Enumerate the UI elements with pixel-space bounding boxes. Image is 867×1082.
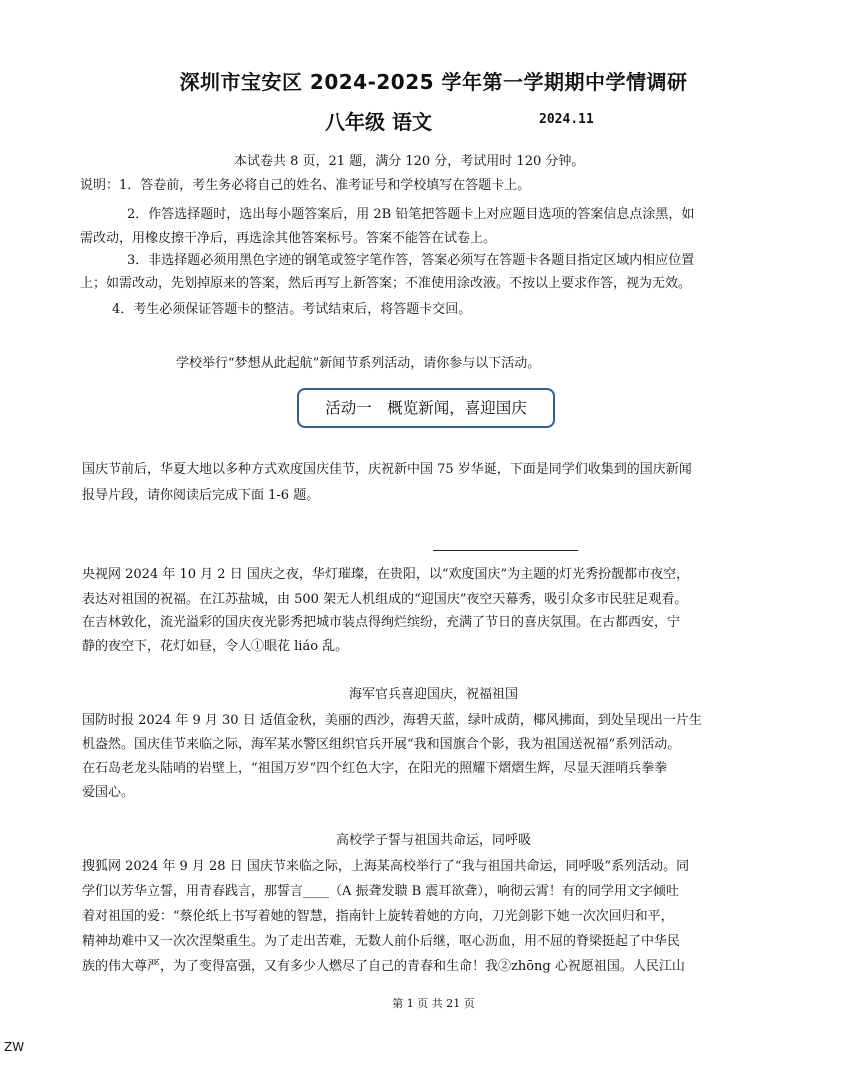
news2-line-1: 国防时报 2024 年 9 月 30 日 适值金秋，美丽的西沙，海碧天蓝，绿叶成荫，椰风拂面，到处呈现出一片生 [82, 713, 702, 728]
exam-title: 深圳市宝安区 2024-2025 学年第一学期期中学情调研 [179, 70, 688, 94]
note-4: 4．考生必须保证答题卡的整洁。考试结束后，将答题卡交回。 [112, 302, 472, 317]
lead-line-2: 报导片段，请你阅读后完成下面 1-6 题。 [82, 488, 320, 503]
activity-intro: 学校举行“梦想从此起航”新闻节系列活动，请你参与以下活动。 [176, 356, 541, 371]
news1-line-3: 在吉林敦化，流光溢彩的国庆夜光影秀把城市装点得绚烂缤纷，充满了节日的喜庆氛围。在古都西安，宁 [82, 615, 681, 630]
grade-subject: 八年级 语文 [325, 110, 432, 134]
news3-line-3: 着对祖国的爱：“蔡伦纸上书写着她的智慧，指南针上旋转着她的方向，刀光剑影下她一次次回归和平， [82, 909, 674, 924]
blank-underline [433, 550, 578, 551]
news2-line-3: 在石岛老龙头陆哨的岩壁上，“祖国万岁”四个红色大字，在阳光的照耀下熠熠生辉，尽显天涯哨兵拳拳 [82, 761, 668, 776]
news2-line-2: 机盎然。国庆佳节来临之际，海军某水警区组织官兵开展“我和国旗合个影，我为祖国送祝福”系列活动。 [82, 737, 681, 752]
news2-line-4: 爱国心。 [82, 785, 135, 800]
page-footer: 第 1 页 共 21 页 [392, 997, 475, 1010]
note-2b: 需改动，用橡皮擦干净后，再选涂其他答案标号。答案不能答在试卷上。 [80, 231, 497, 246]
news3-heading: 高校学子誓与祖国共命运，同呼吸 [335, 833, 531, 848]
news1-line-4: 静的夜空下，花灯如昼，令人①眼花 liáo 乱。 [82, 639, 349, 654]
note-2a: 2．作答选择题时，选出每小题答案后，用 2B 铅笔把答题卡上对应题目选项的答案信息点涂黑，如 [127, 207, 695, 222]
note-3a: 3．非选择题必须用黑色字迹的钢笔或签字笔作答，答案必须写在答题卡各题目指定区域内相应位置 [127, 253, 695, 268]
news3-line-5: 族的伟大尊严，为了变得富强，又有多少人燃尽了自己的青春和生命！我②zhōng 心祝愿祖国。人民江山 [82, 959, 685, 974]
exam-info: 本试卷共 8 页，21 题，满分 120 分，考试用时 120 分钟。 [234, 154, 585, 169]
news1-line-1: 央视网 2024 年 10 月 2 日 国庆之夜，华灯璀璨，在贵阳，以“欢度国庆”为主题的灯光秀扮靓都市夜空， [82, 567, 690, 582]
news3-line-4: 精神劫难中又一次次涅槃重生。为了走出苦难，无数人前仆后继，呕心沥血，用不屈的脊梁挺起了中华民 [82, 934, 681, 949]
news2-heading: 海军官兵喜迎国庆，祝福祖国 [348, 687, 518, 702]
corner-mark: ZW [4, 1040, 25, 1054]
news3-line-2: 学们以芳华立誓，用青春践言，那誓言____（A 振聋发聩 B 震耳欲聋），响彻云霄！有的同学用文字倾吐 [82, 884, 679, 899]
news3-line-1: 搜狐网 2024 年 9 月 28 日 国庆节来临之际，上海某高校举行了“我与祖国共命运，同呼吸”系列活动。同 [82, 859, 690, 874]
note-3b: 上；如需改动，先划掉原来的答案，然后再写上新答案；不准使用涂改液。不按以上要求作答，视为无效。 [80, 276, 692, 291]
lead-line-1: 国庆节前后，华夏大地以多种方式欢度国庆佳节，庆祝新中国 75 岁华诞，下面是同学们收集到的国庆新闻 [82, 462, 692, 477]
exam-date: 2024.11 [539, 112, 594, 127]
note-1: 说明：1．答卷前，考生务必将自己的姓名、准考证号和学校填写在答题卡上。 [80, 178, 531, 193]
news1-line-2: 表达对祖国的祝福。在江苏盐城，由 500 架无人机组成的“迎国庆”夜空天幕秀，吸引众多市民驻足观看。 [82, 592, 688, 607]
activity-one-box: 活动一 概览新闻，喜迎国庆 [297, 388, 555, 428]
